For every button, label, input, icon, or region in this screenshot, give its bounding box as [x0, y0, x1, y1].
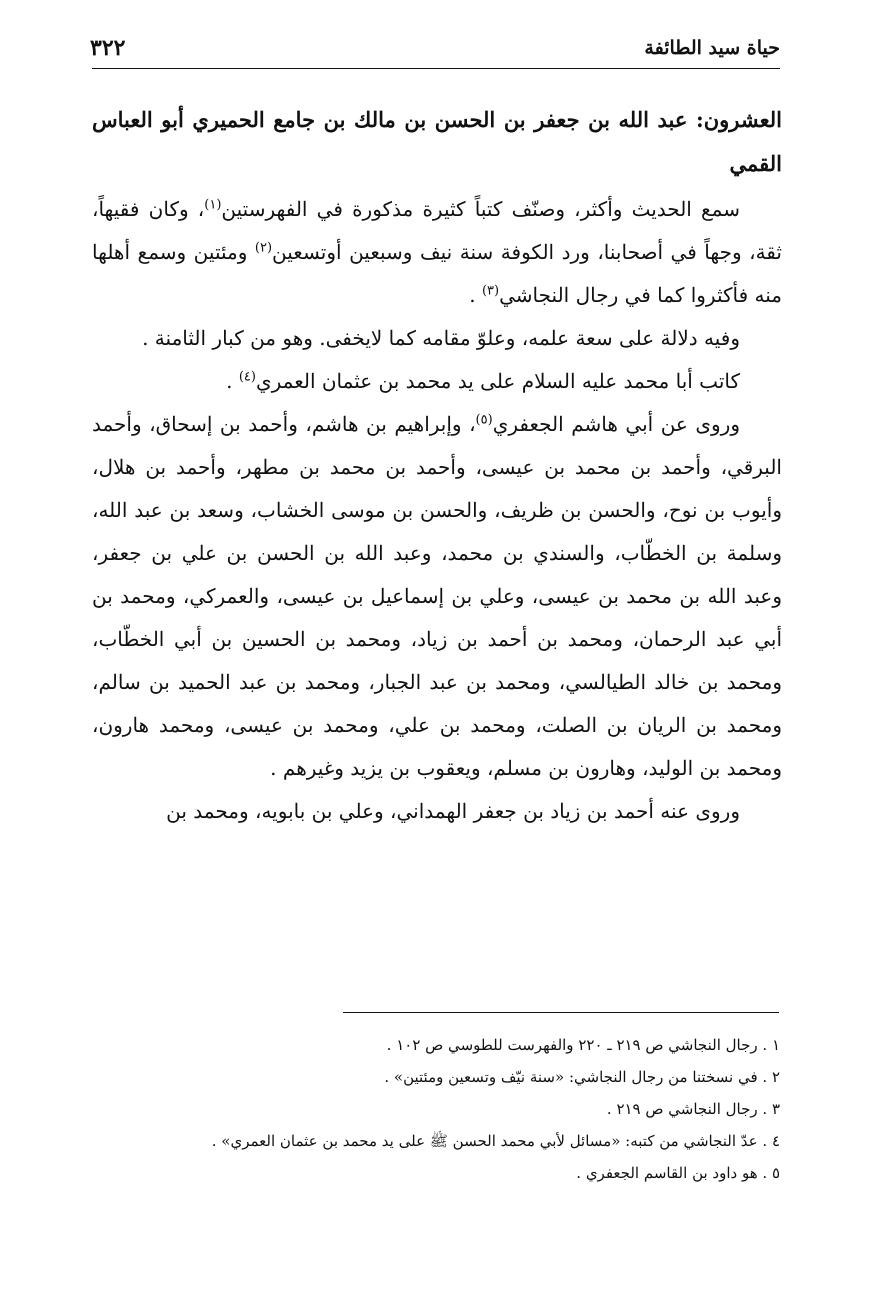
footnote-3: ٣ . رجال النجاشي ص ٢١٩ . [606, 1100, 780, 1118]
footnote-5: ٥ . هو داود بن القاسم الجعفري . [576, 1164, 780, 1182]
footnote-ref-3: (٣) [481, 283, 500, 299]
text-run: ومئتين وسمع أهلها منه فأكثروا كما في رجال النجاشي [92, 240, 782, 307]
text-run: ، وإبراهيم بن هاشم، وأحمد بن إسحاق، وأحمد البرقي، وأحمد بن محمد بن عيسى، وأحمد بن محمد بن مطهر، وأحمد بن هلال، وأيوب بن نوح، والحسن بن ظريف، والحسن بن موسى الخشاب، وسعد بن عبد الله، وسلمة بن الخطّاب، والسندي بن محمد، وعبد الله بن الحسن بن علي بن جعفر، وعبد الله بن محمد بن عيسى، وعلي بن إسماعيل بن عيسى، والعمركي، ومحمد بن أبي عبد الرحمان، ومحمد بن أحمد بن زياد، ومحمد بن الحسين بن أبي الخطّاب، ومحمد بن خالد الطيالسي، ومحمد بن عبد الجبار، ومحمد بن عبد الحميد بن سالم، ومحمد بن الريان بن الصلت، ومحمد بن علي، ومحمد بن عيسى، ومحمد هارون، ومحمد بن الوليد، وهارون بن مسلم، ويعقوب بن يزيد وغيرهم . [92, 412, 782, 780]
footnotes [92, 1030, 780, 1190]
footnote-separator [343, 1012, 779, 1013]
paragraph-1 [92, 188, 782, 317]
text-run: . [469, 283, 482, 307]
footnote-4: ٤ . عدّ النجاشي من كتبه: «مسائل لأبي محمد الحسن ﷺ على يد محمد بن عثمان العمري» . [211, 1132, 780, 1150]
footnote-ref-5: (٥) [475, 412, 493, 428]
footnote-2: ٢ . في نسختنا من رجال النجاشي: «سنة نيّف وتسعين ومئتين» . [384, 1068, 780, 1086]
text-run: وروى عن أبي هاشم الجعفري [492, 412, 740, 436]
page-number: ٣٢٢ [90, 35, 126, 61]
text-run: سمع الحديث وأكثر، وصنّف كتباً كثيرة مذكورة في الفهرستين [221, 197, 740, 221]
text-run: كاتب أبا محمد عليه السلام على يد محمد بن عثمان العمري [255, 369, 740, 393]
footnote-ref-4: (٤) [238, 369, 256, 385]
text-run: ، وكان فقيهاً، ثقة، وجهاً في أصحابنا، ورد الكوفة سنة نيف وسبعين أوتسعين [92, 197, 782, 264]
footnote-ref-2: (٢) [254, 240, 273, 256]
paragraph-3 [92, 360, 782, 403]
footnote-1: ١ . رجال النجاشي ص ٢١٩ ـ ٢٢٠ والفهرست للطوسي ص ١٠٢ . [386, 1036, 780, 1054]
running-title: حياة سيد الطائفة [644, 37, 780, 59]
header-rule [92, 68, 780, 69]
section-heading: العشرون: عبد الله بن جعفر بن الحسن بن مالك بن جامع الحميري أبو العباس القمي [92, 107, 782, 176]
footnote-ref-1: (١) [204, 197, 222, 213]
main-text [92, 98, 782, 833]
text-run: . [226, 369, 239, 393]
running-header [90, 30, 780, 66]
paragraph-5: وروى عنه أحمد بن زياد بن جعفر الهمداني، وعلي بن بابويه، ومحمد بن [166, 799, 740, 823]
paragraph-4 [92, 403, 782, 790]
paragraph-2: وفيه دلالة على سعة علمه، وعلوّ مقامه كما لايخفى. وهو من كبار الثامنة . [142, 326, 740, 350]
